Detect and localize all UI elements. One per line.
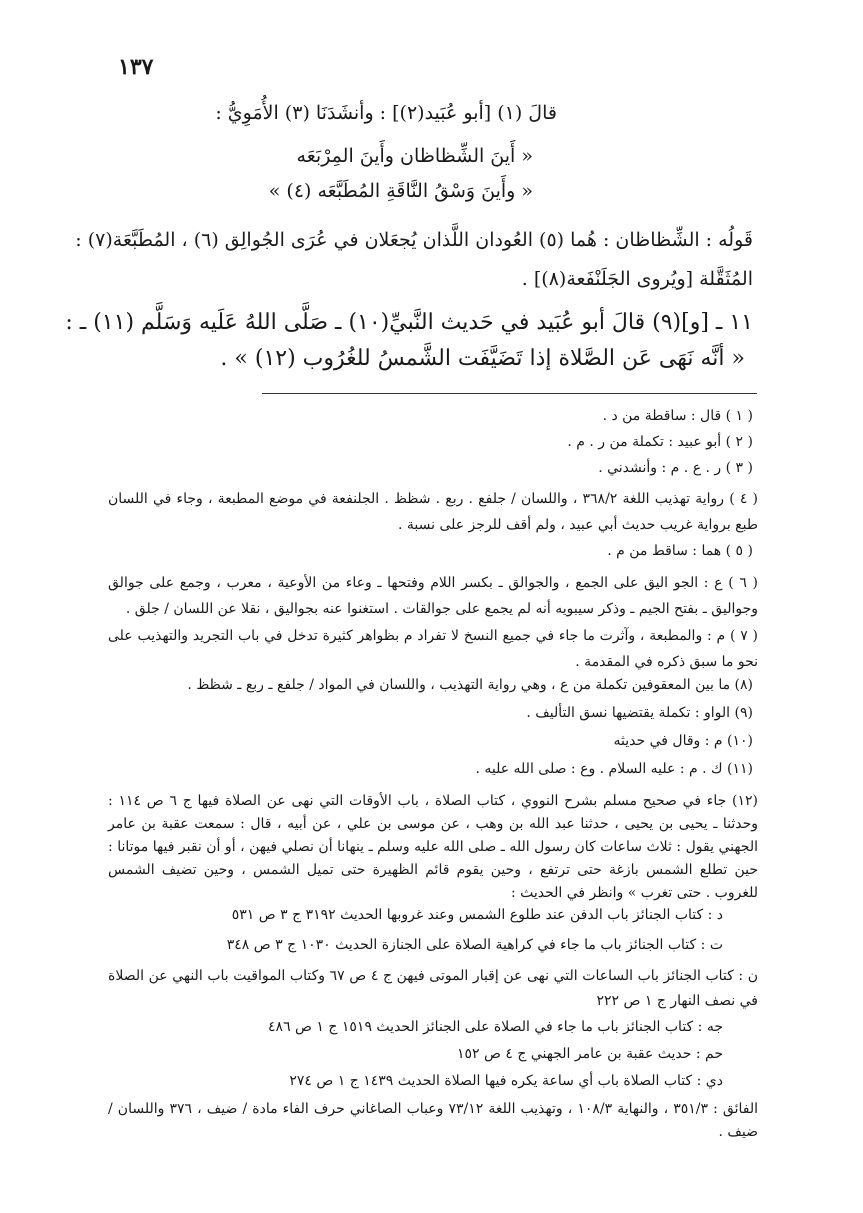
footnote-3: ( ٣ ) ر . ع . م : وأنشدني . xyxy=(598,460,753,476)
reference-darimi: دي : كتاب الصلاة باب أي ساعة يكره فيها الصلاة الحديث ١٤٣٩ ج ١ ص ٢٧٤ xyxy=(289,1073,723,1089)
reference-nasai: ن : كتاب الجنائز باب الساعات التي نهى عن إقبار الموتى فيهن ج ٤ ص ٦٧ وكتاب المواقيت باب النهي عن الصلاة في نصف النهار ج ١ ص ٢٢٢ xyxy=(108,968,759,1009)
reference-ahmad: حم : حديث عقبة بن عامر الجهني ج ٤ ص ١٥٢ xyxy=(457,1046,723,1062)
main-line-3: المُثَقَّلة [ويُروى الجَلَنْفَعة(٨)] . xyxy=(521,268,753,290)
hadith-heading: ١١ ـ [و](٩) قالَ أبو عُبَيد في حَديث النَّبيِّ(١٠) ـ صَلَّى اللهُ عَلَيه وَسَلَّم (١١) ـ : xyxy=(65,310,753,335)
footnote-12: (١٢) جاء في صحيح مسلم بشرح النووي ، كتاب الصلاة ، باب الأوقات التي نهى عن الصلاة فيها ج ٦ ص ١١٤ : وحدثنا ـ يحيى بن يحيى ، حدثنا عبد الله بن وهب ، عن موسى بن علي ، عن أبيه ، قال : سمعت عقبة بن عامر الجهني يقول : ثلاث ساعات كان رسول الله ـ صلى الله عليه وسلم ـ ينهانا أن نصلي فيهن ، أو أن نقبر فيها موتانا : حين تطلع الشمس بازغة حتى ترتفع ، وحين يقوم قائم الظهيرة حتى تميل الشمس ، وحين تضيف الشمس للغروب . حتى تغرب » وانظر في الحديث : xyxy=(108,793,758,901)
main-line-1: قالَ (١) [أبو عُبَيد(٢)] : وأنشَدَنَا (٣) الأُمَوِيُّ : xyxy=(215,102,557,124)
footnote-11: (١١) ك . م : عليه السلام . وع : صلى الله عليه . xyxy=(475,761,753,777)
reference-ibn-majah: جه : كتاب الجنائز باب ما جاء في الصلاة على الجنائز الحديث ١٥١٩ ج ١ ص ٤٨٦ xyxy=(268,1019,723,1035)
footnote-separator xyxy=(262,393,757,394)
footnote-2: ( ٢ ) أبو عبيد : تكملة من ر . م . xyxy=(567,434,753,450)
footnote-7: ( ٧ ) م : والمطبعة ، وآثرت ما جاء في جميع النسخ لا تفراد م بظواهر كثيرة تدخل في باب التجريد والتهذيب على نحو ما سبق ذكره في المقدمة . xyxy=(108,628,758,670)
main-line-2: قَولُه : الشِّظاظان : هُما (٥) العُودان اللَّذان يُجعَلان في عُرَى الجُوالِق (٦) ، المُطَبَّعَة(٧) : xyxy=(75,229,753,251)
reference-tirmidhi: ت : كتاب الجنائز باب ما جاء في كراهية الصلاة على الجنازة الحديث ١٠٣٠ ج ٣ ص ٣٤٨ xyxy=(226,937,723,953)
verse-line-2: « وأَينَ وَسْقُ النَّاقَةِ المُطَبَّعَه (٤) » xyxy=(268,180,533,202)
reference-faiq: الفائق : ٣٥١/٣ ، والنهاية ١٠٨/٣ ، وتهذيب اللغة ٧٣/١٢ وعباب الصاغاني حرف الفاء مادة / ضيف ، ٣٧٦ واللسان / ضيف . xyxy=(108,1101,758,1140)
footnote-5: ( ٥ ) هما : ساقط من م . xyxy=(607,543,753,559)
footnote-6: ( ٦ ) ع : الجو اليق على الجمع ، والجوالق ـ بكسر اللام وفتحها ـ وعاء من الأوعية ، معرب ، وجمع على جوالق وجواليق ـ بفتح الجيم ـ وذكر سيبويه أنه لم يجمع على جوالقات . استغنوا عنه بجواليق ، نقلا عن اللسان / جلق . xyxy=(108,575,758,617)
footnote-8: (٨) ما بين المعقوفين تكملة من ع ، وهي رواية التهذيب ، واللسان في المواد / جلفع ـ ربع ـ شظظ . xyxy=(187,677,753,693)
footnote-10: (١٠) م : وقال في حديثه xyxy=(613,733,753,749)
hadith-text: « أنَّه نَهَى عَن الصَّلاة إذا تَضَيَّفَت الشَّمسُ للغُرُوب (١٢) » . xyxy=(220,346,745,371)
footnote-9: (٩) الواو : تكملة يقتضيها نسق التأليف . xyxy=(526,705,753,721)
reference-dawud: د : كتاب الجنائز باب الدفن عند طلوع الشمس وعند غروبها الحديث ٣١٩٢ ج ٣ ص ٥٣١ xyxy=(231,907,723,923)
footnote-4: ( ٤ ) رواية تهذيب اللغة ٣٦٨/٢ ، واللسان / جلفع . ربع . شظظ . الجلنفعة في موضع المطبعة ، وجاء في اللسان طبع برواية غريب حديث أبي عبيد ، ولم أقف للرجز على نسبة . xyxy=(108,491,758,533)
verse-line-1: « أَينَ الشِّظاظان وأَينَ المِرْبَعَه xyxy=(296,145,533,167)
footnote-1: ( ١ ) قال : ساقطة من د . xyxy=(602,408,753,424)
page-number: ١٣٧ xyxy=(118,54,154,80)
